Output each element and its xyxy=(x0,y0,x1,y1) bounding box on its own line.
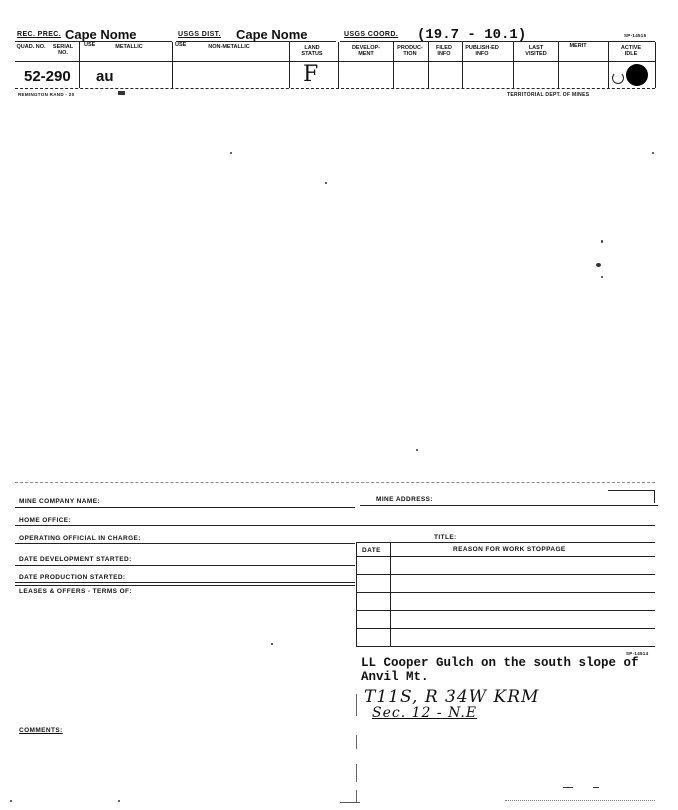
date-col-header: DATE xyxy=(362,547,381,554)
mine-address-label: MINE ADDRESS: xyxy=(376,496,433,503)
date-development-label: DATE DEVELOPMENT STARTED: xyxy=(19,556,132,563)
typed-location-line-1: LL Cooper Gulch on the south slope of xyxy=(361,656,639,670)
title-label: TITLE: xyxy=(434,534,457,541)
col-filed-info: FILED INFO xyxy=(436,45,452,57)
active-idle-dot xyxy=(626,64,648,86)
work-stoppage-table xyxy=(356,543,656,646)
col-land-status: LAND STATUS xyxy=(301,45,323,57)
col-merit: MERIT xyxy=(569,43,587,49)
land-status-value: F xyxy=(303,62,319,87)
handwritten-section: Sec. 12 - N.E xyxy=(372,705,478,721)
idle-marker xyxy=(612,72,624,84)
reason-col-header: REASON FOR WORK STOPPAGE xyxy=(453,546,566,553)
usgs-dist-label: USGS DIST. xyxy=(178,31,221,38)
union-bug xyxy=(118,91,125,95)
rec-prec-label: REC. PREC. xyxy=(17,31,62,38)
col-use-2: USE xyxy=(175,42,187,48)
col-active-idle: ACTIVE IDLE xyxy=(620,45,642,57)
col-non-metallic: NON-METALLIC xyxy=(208,44,250,50)
col-metallic: METALLIC xyxy=(115,44,143,50)
usgs-coord-value: (19.7 - 10.1) xyxy=(417,27,527,43)
rec-prec-value: Cape Nome xyxy=(65,27,137,42)
usgs-dist-value: Cape Nome xyxy=(236,27,308,42)
col-development: DEVELOP-MENT xyxy=(351,45,381,57)
col-published-info: PUBLISH-ED INFO xyxy=(465,45,499,57)
department-name: TERRITORIAL DEPT. OF MINES xyxy=(507,92,590,98)
col-serial-no: SERIAL NO. xyxy=(52,44,74,56)
quad-serial-value: 52-290 xyxy=(24,68,71,85)
mine-company-name-label: MINE COMPANY NAME: xyxy=(19,498,100,505)
date-production-label: DATE PRODUCTION STARTED: xyxy=(19,574,126,581)
comments-label: COMMENTS: xyxy=(19,727,63,734)
handwritten-township-range: T11S, R 34W KRM xyxy=(364,687,540,707)
typed-location-line-2: Anvil Mt. xyxy=(361,670,429,684)
col-last-visited: LAST VISITED xyxy=(525,45,547,57)
form-number-top: SP-14515 xyxy=(624,33,647,38)
col-use-1: USE xyxy=(84,42,96,48)
printer-credit: REMINGTON RAND - 20 xyxy=(18,92,75,97)
form-number-bottom: SP-14514 xyxy=(626,651,649,656)
col-quad-no: QUAD. NO. xyxy=(16,44,46,50)
col-production: PRODUC-TION xyxy=(397,45,423,57)
metallic-value: au xyxy=(96,68,114,85)
leases-offers-label: LEASES & OFFERS - TERMS OF: xyxy=(19,588,132,595)
operating-official-label: OPERATING OFFICIAL IN CHARGE: xyxy=(19,535,141,542)
home-office-label: HOME OFFICE: xyxy=(19,517,72,524)
usgs-coord-label: USGS COORD. xyxy=(344,31,399,38)
